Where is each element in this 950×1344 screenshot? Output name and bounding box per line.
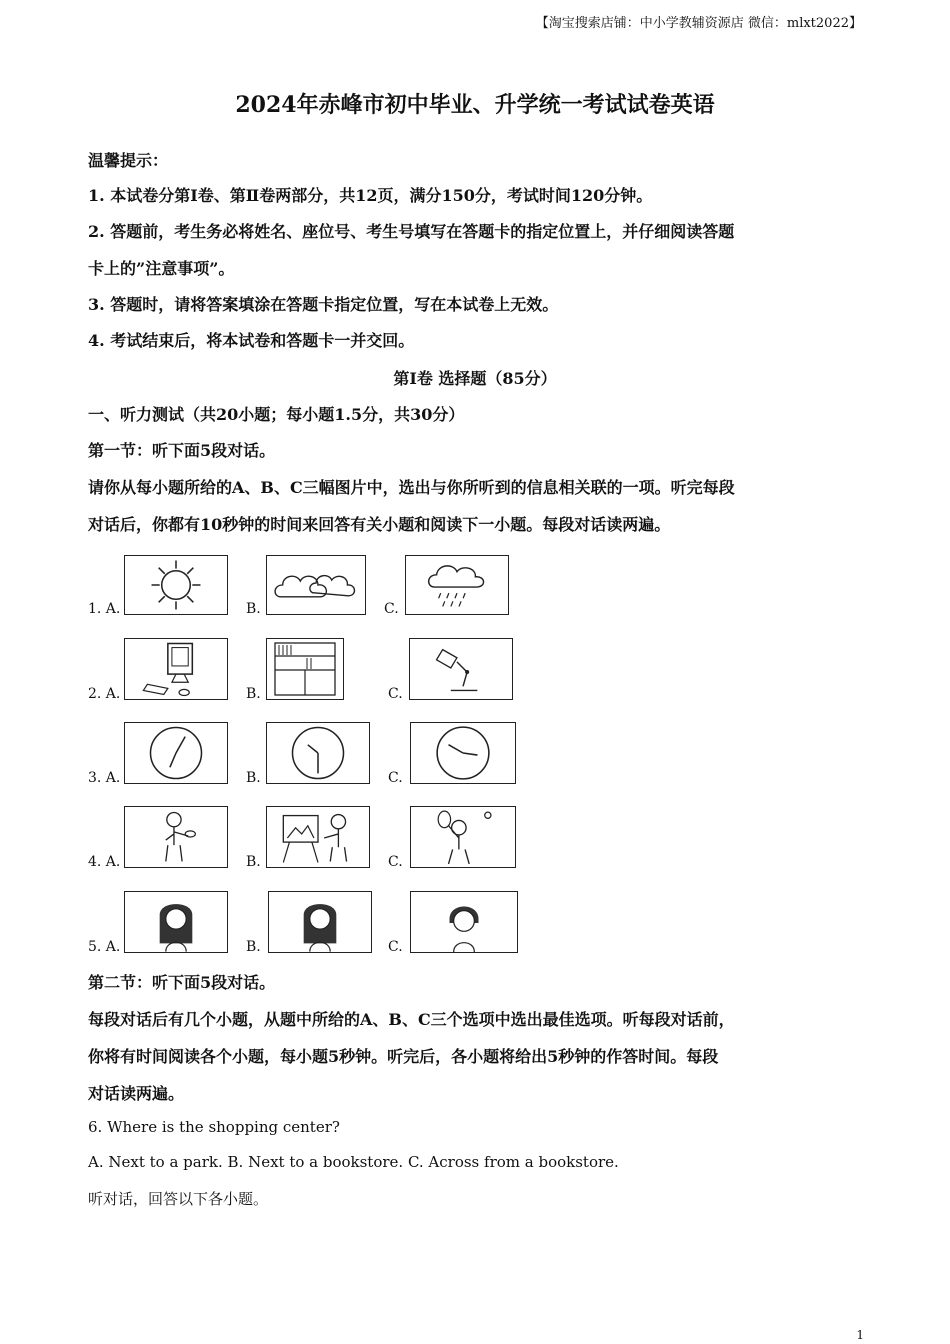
option-c-label: C. <box>388 939 403 955</box>
tip-2-cont: 卡上的”注意事项”。 <box>88 259 235 278</box>
option-c-picture[interactable] <box>409 638 513 700</box>
long-hair-girl-icon <box>125 892 227 952</box>
tennis-girl-icon <box>411 807 515 867</box>
option-b-picture[interactable] <box>268 891 372 953</box>
question-number: 3. A. <box>88 770 121 786</box>
tip-4: 4. 考试结束后，将本试卷和答题卡一并交回。 <box>88 331 415 350</box>
option-b-label: B. <box>246 601 261 617</box>
page-number: 1 <box>856 1328 864 1342</box>
question-6-options: A. Next to a park. B. Next to a bookstore. C. Across from a bookstore. <box>88 1153 619 1171</box>
option-c-picture[interactable] <box>405 555 509 615</box>
option-c-picture[interactable] <box>410 722 516 784</box>
picture-question-5 <box>88 885 588 955</box>
option-c-label: C. <box>388 686 403 702</box>
option-c-label: C. <box>384 601 399 617</box>
picture-question-3 <box>88 716 588 786</box>
picture-question-1 <box>88 547 588 617</box>
listen-note: 听对话，回答以下各小题。 <box>88 1190 269 1208</box>
desk-lamp-icon <box>410 639 512 699</box>
clock-icon <box>125 723 227 783</box>
option-c-picture[interactable] <box>410 891 518 953</box>
rain-icon <box>406 556 508 614</box>
tip-1: 1. 本试卷分第Ⅰ卷、第Ⅱ卷两部分，共12页，满分150分，考试时间120分钟。 <box>88 186 653 205</box>
section2-instruction: 每段对话后有几个小题，从题中所给的A、B、C三个选项中选出最佳选项。听每段对话前， <box>88 1010 735 1029</box>
painting-boy-icon <box>267 807 369 867</box>
section1-instruction: 请你从每小题所给的A、B、C三幅图片中，选出与你所听到的信息相关联的一项。听完每段 <box>88 478 735 497</box>
option-b-picture[interactable] <box>266 638 344 700</box>
option-b-label: B. <box>246 939 261 955</box>
bookcase-icon <box>267 639 343 699</box>
question-number: 2. A. <box>88 686 121 702</box>
tip-2: 2. 答题前，考生务必将姓名、座位号、考生号填写在答题卡的指定位置上，并仔细阅读答题 <box>88 222 735 241</box>
violin-boy-icon <box>125 807 227 867</box>
short-hair-girl-icon <box>411 892 517 952</box>
tip-3: 3. 答题时，请将答案填涂在答题卡指定位置，写在本试卷上无效。 <box>88 295 559 314</box>
page-title: 2024年赤峰市初中毕业、升学统一考试试卷英语 <box>235 92 715 118</box>
clock-icon <box>411 723 515 783</box>
part1-title: 第Ⅰ卷 选择题（85分） <box>393 369 557 388</box>
picture-question-2 <box>88 632 588 702</box>
section1-instruction-cont: 对话后，你都有10秒钟的时间来回答有关小题和阅读下一小题。每段对话读两遍。 <box>88 515 671 534</box>
question-number: 1. A. <box>88 601 121 617</box>
computer-icon <box>125 639 227 699</box>
long-hair-girl-icon <box>269 892 371 952</box>
sun-icon <box>125 556 227 614</box>
option-b-picture[interactable] <box>266 722 370 784</box>
option-a-picture[interactable] <box>124 555 228 615</box>
cloud-icon <box>267 556 365 614</box>
option-b-label: B. <box>246 770 261 786</box>
question-number: 5. A. <box>88 939 121 955</box>
listening-heading: 一、听力测试（共20小题；每小题1.5分，共30分） <box>88 405 465 424</box>
option-c-label: C. <box>388 770 403 786</box>
option-b-picture[interactable] <box>266 806 370 868</box>
section2-instruction-cont: 你将有时间阅读各个小题，每小题5秒钟。听完后，各小题将给出5秒钟的作答时间。每段 <box>88 1047 719 1066</box>
clock-icon <box>267 723 369 783</box>
option-a-picture[interactable] <box>124 722 228 784</box>
option-b-picture[interactable] <box>266 555 366 615</box>
option-c-picture[interactable] <box>410 806 516 868</box>
option-b-label: B. <box>246 854 261 870</box>
option-a-picture[interactable] <box>124 806 228 868</box>
question-number: 4. A. <box>88 854 121 870</box>
header-note: 【淘宝搜索店铺：中小学教辅资源店 微信：mlxt2022】 <box>535 16 862 31</box>
option-c-label: C. <box>388 854 403 870</box>
section2-instruction-end: 对话读两遍。 <box>88 1084 185 1103</box>
section2-heading: 第二节：听下面5段对话。 <box>88 973 276 992</box>
option-a-picture[interactable] <box>124 891 228 953</box>
picture-question-4 <box>88 800 588 870</box>
tips-heading: 温馨提示： <box>88 151 169 170</box>
option-a-picture[interactable] <box>124 638 228 700</box>
section1-heading: 第一节：听下面5段对话。 <box>88 441 276 460</box>
option-b-label: B. <box>246 686 261 702</box>
question-6: 6. Where is the shopping center? <box>88 1118 340 1136</box>
